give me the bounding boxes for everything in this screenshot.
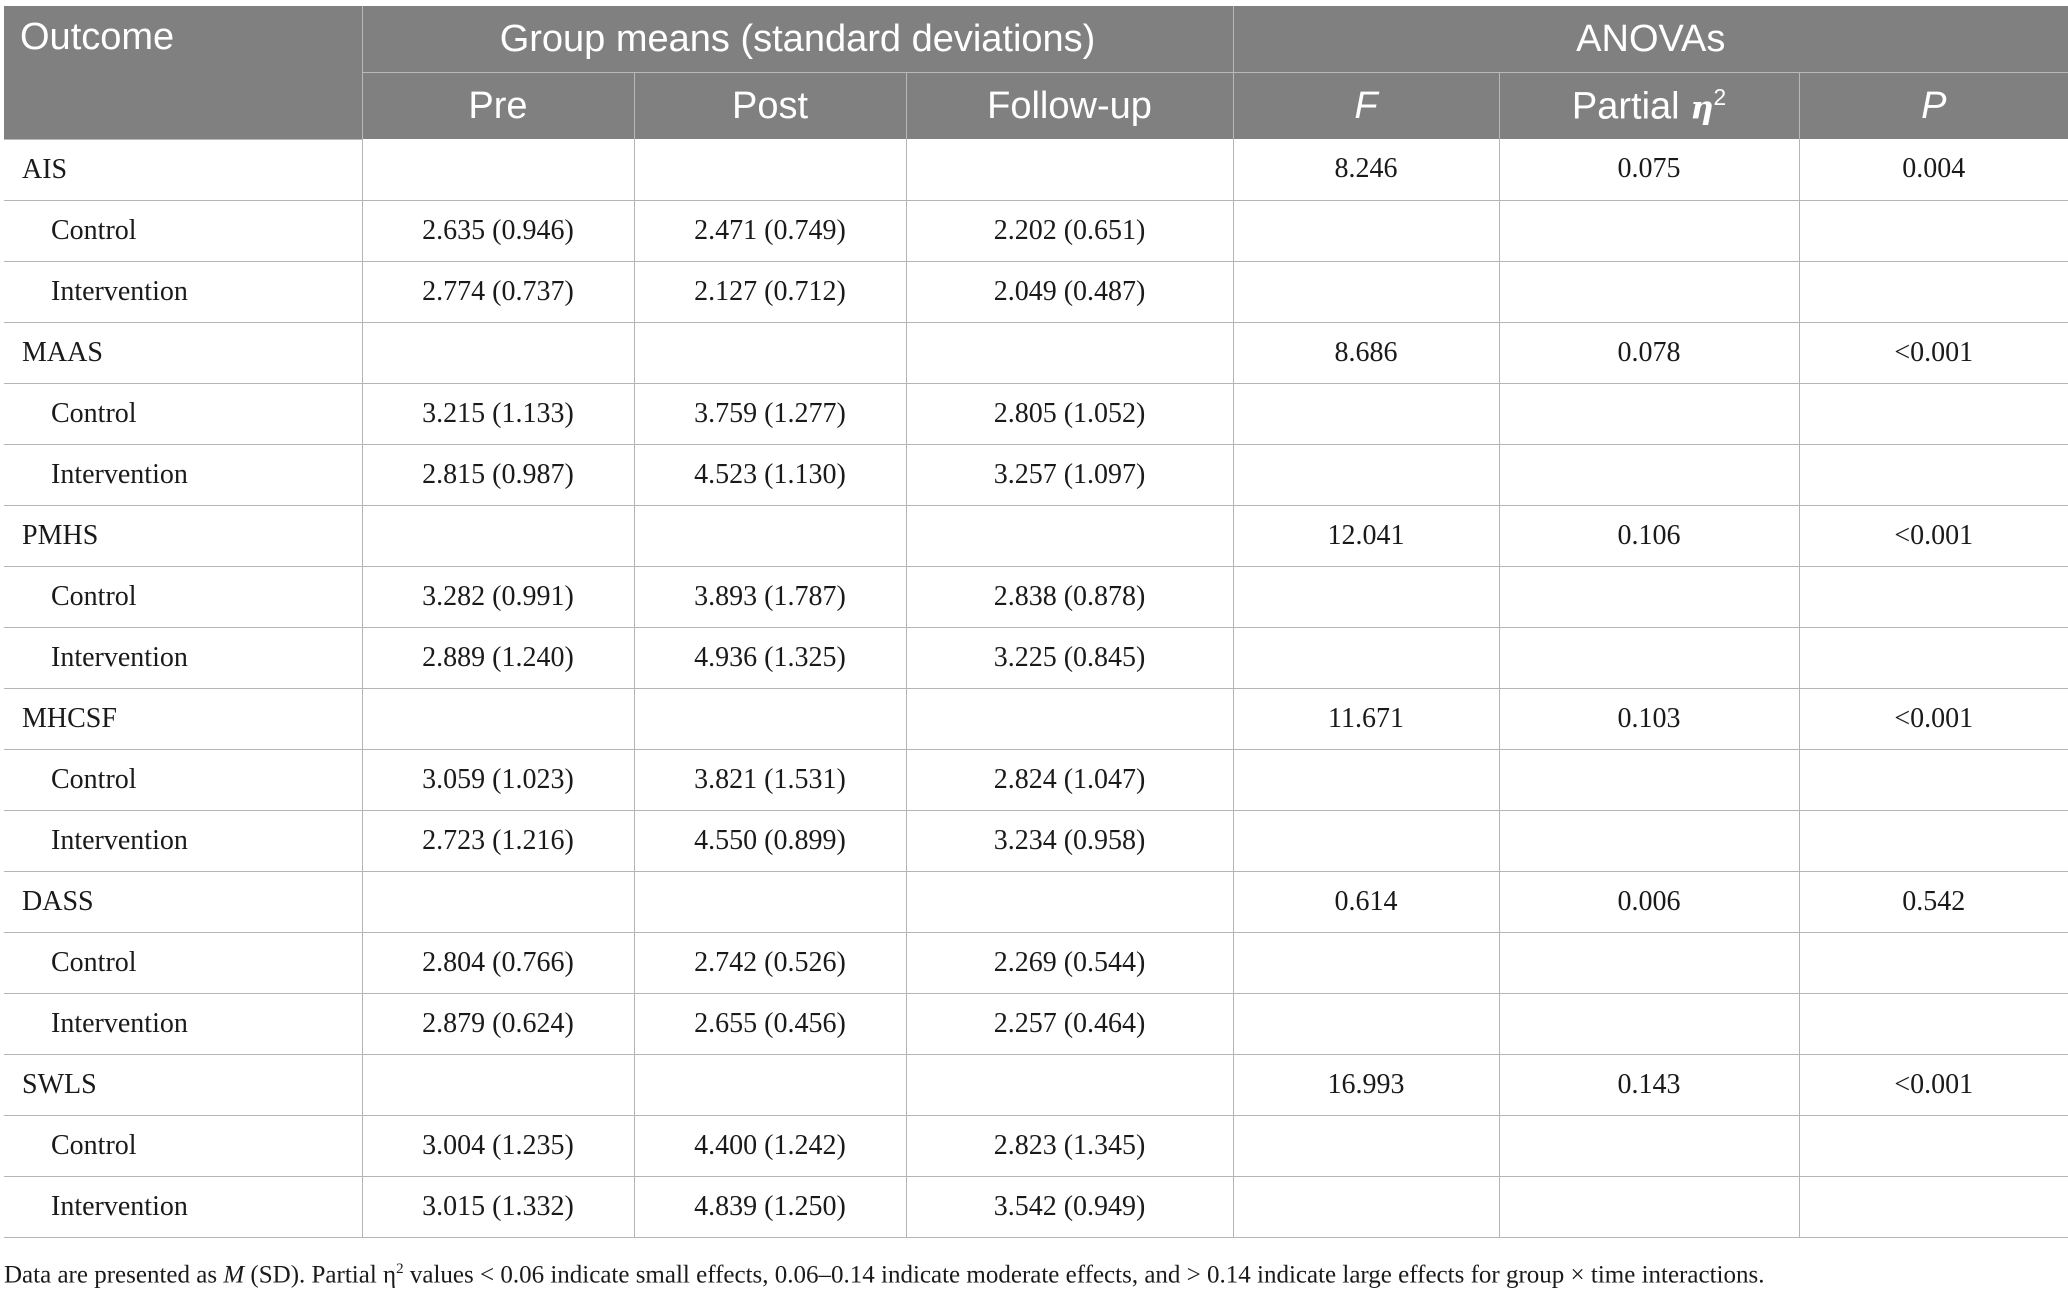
- post-value: [634, 505, 906, 566]
- pre-value: 2.635 (0.946): [362, 200, 634, 261]
- outcome-label: Control: [4, 566, 362, 627]
- pre-value: 2.723 (1.216): [362, 810, 634, 871]
- follow-up-value: 3.542 (0.949): [906, 1176, 1233, 1237]
- post-value: 2.655 (0.456): [634, 993, 906, 1054]
- post-value: [634, 1054, 906, 1115]
- outcome-label: DASS: [4, 871, 362, 932]
- f-value: [1233, 444, 1499, 505]
- partial-eta-value: [1499, 383, 1799, 444]
- pre-value: [362, 1054, 634, 1115]
- header-anovas: ANOVAs: [1233, 6, 2068, 73]
- table-row-group: [4, 932, 2068, 993]
- post-value: 3.821 (1.531): [634, 749, 906, 810]
- partial-eta-value: [1499, 932, 1799, 993]
- partial-eta-value: [1499, 566, 1799, 627]
- outcome-label: AIS: [4, 139, 362, 200]
- p-value: [1799, 566, 2068, 627]
- outcome-label: Control: [4, 749, 362, 810]
- table-row-group: [4, 627, 2068, 688]
- f-value: 16.993: [1233, 1054, 1499, 1115]
- p-value: <0.001: [1799, 1054, 2068, 1115]
- partial-eta-value: 0.078: [1499, 322, 1799, 383]
- f-value: [1233, 932, 1499, 993]
- outcome-label: Control: [4, 1115, 362, 1176]
- header-p-label: P: [1921, 84, 1947, 127]
- pre-value: 2.879 (0.624): [362, 993, 634, 1054]
- p-value: [1799, 1176, 2068, 1237]
- p-value: 0.542: [1799, 871, 2068, 932]
- follow-up-value: [906, 688, 1233, 749]
- follow-up-value: [906, 139, 1233, 200]
- p-value: [1799, 383, 2068, 444]
- outcome-label: Intervention: [4, 261, 362, 322]
- partial-eta-value: 0.075: [1499, 139, 1799, 200]
- partial-eta-value: 0.106: [1499, 505, 1799, 566]
- p-value: <0.001: [1799, 505, 2068, 566]
- pre-value: 2.815 (0.987): [362, 444, 634, 505]
- pre-value: 2.774 (0.737): [362, 261, 634, 322]
- follow-up-value: 2.202 (0.651): [906, 200, 1233, 261]
- header-follow-up: Follow-up: [906, 73, 1233, 140]
- p-value: <0.001: [1799, 322, 2068, 383]
- pre-value: [362, 505, 634, 566]
- p-value: [1799, 810, 2068, 871]
- p-value: <0.001: [1799, 688, 2068, 749]
- post-value: 3.759 (1.277): [634, 383, 906, 444]
- table-row-group: [4, 383, 2068, 444]
- p-value: [1799, 932, 2068, 993]
- f-value: [1233, 810, 1499, 871]
- pre-value: [362, 871, 634, 932]
- table-row-outcome: [4, 871, 2068, 932]
- pre-value: 2.889 (1.240): [362, 627, 634, 688]
- header-outcome: Outcome: [4, 6, 362, 139]
- partial-eta-value: [1499, 810, 1799, 871]
- header-partial-eta: [1499, 73, 1799, 140]
- header-f-label: F: [1354, 84, 1378, 127]
- follow-up-value: 2.824 (1.047): [906, 749, 1233, 810]
- partial-eta-value: [1499, 200, 1799, 261]
- table-header: [4, 6, 2068, 139]
- header-pre: Pre: [362, 73, 634, 140]
- partial-eta-value: 0.143: [1499, 1054, 1799, 1115]
- post-value: [634, 871, 906, 932]
- table-row-group: [4, 1176, 2068, 1237]
- f-value: 12.041: [1233, 505, 1499, 566]
- table-footnote: [4, 1261, 2068, 1289]
- partial-eta-value: [1499, 1115, 1799, 1176]
- table-row-group: [4, 749, 2068, 810]
- footnote-sup: 2: [396, 1261, 404, 1277]
- follow-up-value: [906, 505, 1233, 566]
- table-row-outcome: [4, 688, 2068, 749]
- follow-up-value: 3.225 (0.845): [906, 627, 1233, 688]
- pre-value: 3.004 (1.235): [362, 1115, 634, 1176]
- outcome-label: SWLS: [4, 1054, 362, 1115]
- header-eta-symbol: η: [1690, 88, 1714, 127]
- outcome-label: MHCSF: [4, 688, 362, 749]
- p-value: [1799, 444, 2068, 505]
- p-value: [1799, 261, 2068, 322]
- follow-up-value: 2.838 (0.878): [906, 566, 1233, 627]
- header-f: [1233, 73, 1499, 140]
- footnote-part-a: Data are presented as: [4, 1261, 224, 1289]
- follow-up-value: 2.049 (0.487): [906, 261, 1233, 322]
- partial-eta-value: [1499, 444, 1799, 505]
- post-value: 4.523 (1.130): [634, 444, 906, 505]
- table-row-group: [4, 810, 2068, 871]
- outcome-label: Intervention: [4, 993, 362, 1054]
- outcome-label: Control: [4, 383, 362, 444]
- pre-value: 3.215 (1.133): [362, 383, 634, 444]
- header-eta-sup: 2: [1713, 83, 1727, 110]
- f-value: 8.246: [1233, 139, 1499, 200]
- pre-value: [362, 322, 634, 383]
- f-value: [1233, 1176, 1499, 1237]
- table-row-group: [4, 1115, 2068, 1176]
- f-value: [1233, 566, 1499, 627]
- p-value: [1799, 749, 2068, 810]
- table-row-outcome: [4, 505, 2068, 566]
- p-value: 0.004: [1799, 139, 2068, 200]
- partial-eta-value: 0.006: [1499, 871, 1799, 932]
- follow-up-value: 3.257 (1.097): [906, 444, 1233, 505]
- f-value: [1233, 993, 1499, 1054]
- table-row-group: [4, 566, 2068, 627]
- pre-value: 3.059 (1.023): [362, 749, 634, 810]
- f-value: 11.671: [1233, 688, 1499, 749]
- follow-up-value: 2.823 (1.345): [906, 1115, 1233, 1176]
- outcome-label: MAAS: [4, 322, 362, 383]
- follow-up-value: 2.257 (0.464): [906, 993, 1233, 1054]
- follow-up-value: 2.269 (0.544): [906, 932, 1233, 993]
- f-value: [1233, 261, 1499, 322]
- outcome-label: Intervention: [4, 444, 362, 505]
- table-row-group: [4, 200, 2068, 261]
- partial-eta-value: 0.103: [1499, 688, 1799, 749]
- p-value: [1799, 993, 2068, 1054]
- table-row-outcome: [4, 322, 2068, 383]
- follow-up-value: [906, 322, 1233, 383]
- pre-value: 2.804 (0.766): [362, 932, 634, 993]
- header-partial-label: Partial: [1571, 85, 1691, 128]
- partial-eta-value: [1499, 627, 1799, 688]
- follow-up-value: [906, 1054, 1233, 1115]
- post-value: 2.471 (0.749): [634, 200, 906, 261]
- pre-value: [362, 688, 634, 749]
- results-table-container: [4, 6, 2068, 1238]
- post-value: 3.893 (1.787): [634, 566, 906, 627]
- p-value: [1799, 200, 2068, 261]
- f-value: [1233, 749, 1499, 810]
- f-value: 0.614: [1233, 871, 1499, 932]
- partial-eta-value: [1499, 749, 1799, 810]
- follow-up-value: [906, 871, 1233, 932]
- f-value: 8.686: [1233, 322, 1499, 383]
- post-value: 4.936 (1.325): [634, 627, 906, 688]
- results-table: [4, 6, 2068, 1238]
- f-value: [1233, 627, 1499, 688]
- pre-value: 3.282 (0.991): [362, 566, 634, 627]
- table-row-group: [4, 993, 2068, 1054]
- outcome-label: Intervention: [4, 627, 362, 688]
- table-row-group: [4, 444, 2068, 505]
- post-value: 2.742 (0.526): [634, 932, 906, 993]
- follow-up-value: 2.805 (1.052): [906, 383, 1233, 444]
- pre-value: [362, 139, 634, 200]
- post-value: 2.127 (0.712): [634, 261, 906, 322]
- footnote-part-c: values < 0.06 indicate small effects, 0.06–0.14 indicate moderate effects, and > 0.14 indicate large effects for group × time interactions.: [403, 1261, 1765, 1289]
- f-value: [1233, 200, 1499, 261]
- outcome-label: Intervention: [4, 1176, 362, 1237]
- p-value: [1799, 627, 2068, 688]
- partial-eta-value: [1499, 261, 1799, 322]
- post-value: [634, 322, 906, 383]
- table-row-group: [4, 261, 2068, 322]
- f-value: [1233, 383, 1499, 444]
- post-value: [634, 688, 906, 749]
- header-post: Post: [634, 73, 906, 140]
- pre-value: 3.015 (1.332): [362, 1176, 634, 1237]
- table-row-outcome: [4, 139, 2068, 200]
- footnote-part-b: (SD). Partial η: [244, 1261, 397, 1289]
- header-group-means: Group means (standard deviations): [362, 6, 1233, 73]
- post-value: [634, 139, 906, 200]
- f-value: [1233, 1115, 1499, 1176]
- partial-eta-value: [1499, 993, 1799, 1054]
- post-value: 4.550 (0.899): [634, 810, 906, 871]
- outcome-label: Control: [4, 932, 362, 993]
- post-value: 4.400 (1.242): [634, 1115, 906, 1176]
- table-row-outcome: [4, 1054, 2068, 1115]
- table-body: [4, 139, 2068, 1237]
- outcome-label: Intervention: [4, 810, 362, 871]
- footnote-m: M: [223, 1261, 245, 1289]
- outcome-label: Control: [4, 200, 362, 261]
- post-value: 4.839 (1.250): [634, 1176, 906, 1237]
- header-p: [1799, 73, 2068, 140]
- partial-eta-value: [1499, 1176, 1799, 1237]
- p-value: [1799, 1115, 2068, 1176]
- follow-up-value: 3.234 (0.958): [906, 810, 1233, 871]
- outcome-label: PMHS: [4, 505, 362, 566]
